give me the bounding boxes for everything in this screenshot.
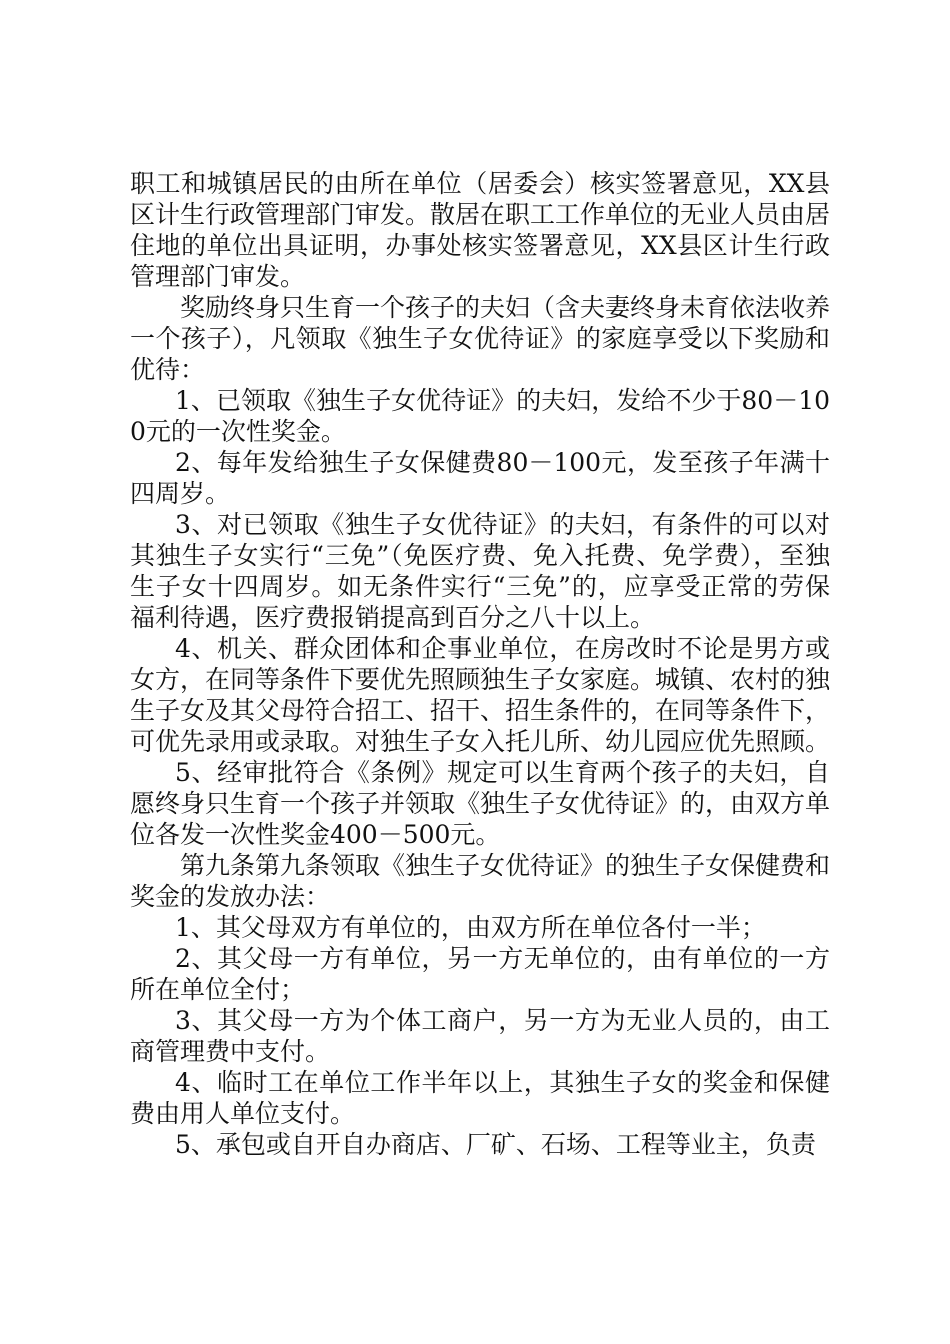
paragraph-reward-item-2: 2、每年发给独生子女保健费80－100元，发至孩子年满十四周岁。 (130, 448, 830, 508)
paragraph-payment-item-5: 5、承包或自开自办商店、厂矿、石场、工程等业主，负责 (175, 1130, 816, 1159)
paragraph-payment-item-2: 2、其父母一方有单位，另一方无单位的，由有单位的一方所在单位全付； (130, 944, 830, 1004)
paragraph-payment-item-3: 3、其父母一方为个体工商户，另一方为无业人员的，由工商管理费中支付。 (130, 1006, 830, 1066)
paragraph-certification-procedure: 职工和城镇居民的由所在单位（居委会）核实签署意见，XX县区计生行政管理部门审发。散居在职工工作单位的无业人员由居住地的单位出具证明，办事处核实签署意见，XX县区计生行政管理部门审发。 (130, 169, 831, 291)
paragraph-reward-item-1: 1、已领取《独生子女优待证》的夫妇，发给不少于80－100元的一次性奖金。 (130, 386, 830, 446)
paragraph-article-9: 第九条第九条领取《独生子女优待证》的独生子女保健费和奖金的发放办法： (130, 851, 831, 911)
paragraph-payment-item-1: 1、其父母双方有单位的，由双方所在单位各付一半； (175, 913, 766, 942)
paragraph-reward-item-4: 4、机关、群众团体和企事业单位，在房改时不论是男方或女方，在同等条件下要优先照顾独生子女家庭。城镇、农村的独生子女及其父母符合招工、招干、招生条件的，在同等条件下，可优先录用或录取。对独生子女入托儿所、幼儿园应优先照顾。 (130, 634, 831, 756)
document-body (130, 168, 830, 1160)
paragraph-reward-item-3: 3、对已领取《独生子女优待证》的夫妇，有条件的可以对其独生子女实行“三免”（免医疗费、免入托费、免学费），至独生子女十四周岁。如无条件实行“三免”的，应享受正常的劳保福利待遇，医疗费报销提高到百分之八十以上。 (130, 510, 830, 632)
paragraph-reward-item-5: 5、经审批符合《条例》规定可以生育两个孩子的夫妇，自愿终身只生育一个孩子并领取《独生子女优待证》的，由双方单位各发一次性奖金400－500元。 (130, 758, 831, 849)
paragraph-payment-item-4: 4、临时工在单位工作半年以上，其独生子女的奖金和保健费由用人单位支付。 (130, 1068, 830, 1128)
paragraph-rewards-intro: 奖励终身只生育一个孩子的夫妇（含夫妻终身未育依法收养一个孩子），凡领取《独生子女优待证》的家庭享受以下奖励和优待： (130, 293, 831, 384)
